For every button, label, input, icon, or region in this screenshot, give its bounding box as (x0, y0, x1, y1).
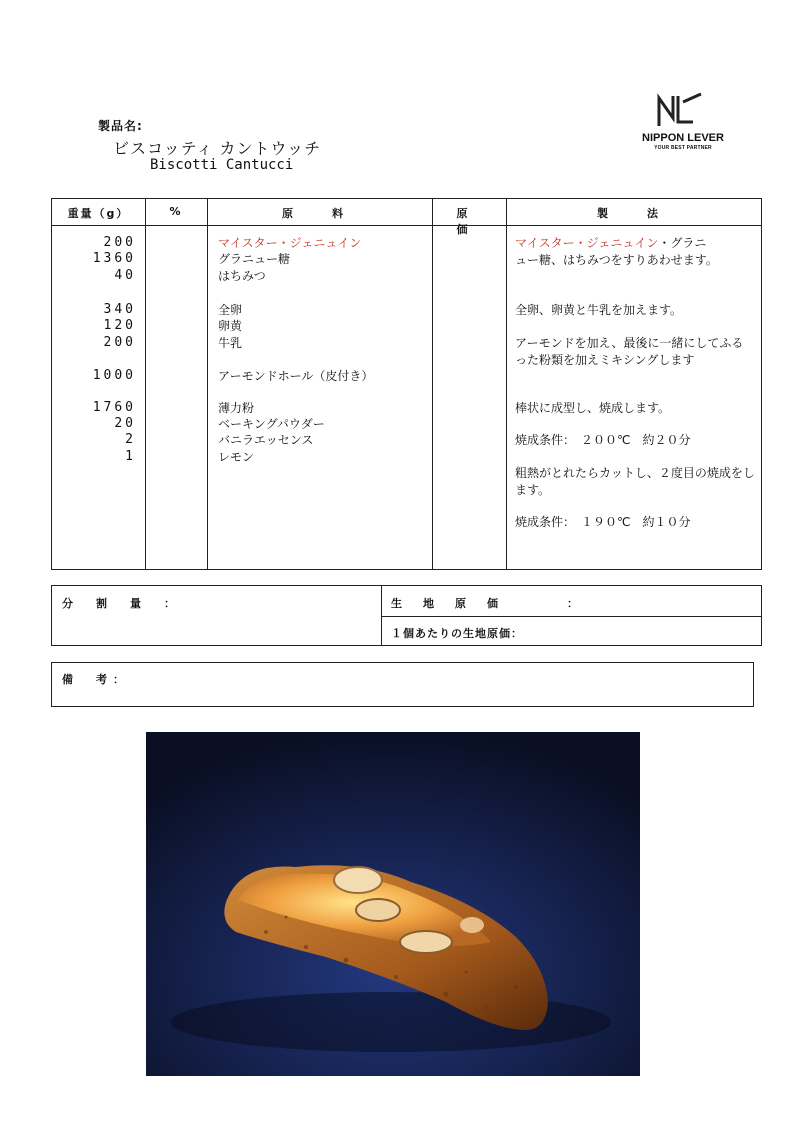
header-method: 製 法 (597, 207, 672, 220)
method-text: ・グラニ (658, 236, 707, 250)
weight-cell: 120 (103, 318, 136, 333)
unit-dough-cost-label: １個あたりの生地原価： (391, 627, 523, 640)
ingredient-cell: グラニュー糖 (218, 252, 291, 266)
ingredient-cell: 全卵 (218, 303, 243, 317)
weight-cell: 1760 (92, 400, 136, 415)
weight-cell: 200 (103, 235, 136, 250)
method-step-7: 焼成条件： １９０℃ 約１０分 (515, 515, 691, 529)
method-step-6: 粗熱がとれたらカットし、２度目の焼成をします。 (515, 466, 755, 497)
method-step-2: 全卵、卵黄と牛乳を加えます。 (515, 303, 683, 317)
notes-box (51, 662, 754, 707)
ingredient-cell: 薄力粉 (218, 401, 255, 415)
division-amount-label: 分 割 量 ： (62, 597, 181, 610)
weight-cell: 20 (114, 416, 136, 431)
weight-cell: 2 (125, 432, 136, 447)
ingredient-cell: マイスター・ジェニュイン (218, 236, 362, 250)
nl-mark-icon (653, 92, 713, 128)
method-step-4: 棒状に成型し、焼成します。 (515, 401, 671, 415)
method-step-5: 焼成条件： ２００℃ 約２０分 (515, 433, 691, 447)
ingredient-cell: レモン (218, 450, 255, 464)
nippon-lever-logo (628, 92, 738, 151)
header-percent: % (169, 205, 183, 218)
ingredient-cell: アーモンドホール（皮付き） (218, 369, 374, 383)
weight-cell: 40 (114, 268, 136, 283)
biscotti-cantucci-photo (146, 732, 640, 1076)
header-weight: 重量（g） (67, 207, 130, 220)
header-ingredients: 原 料 (282, 207, 357, 220)
notes-label: 備 考： (62, 673, 130, 686)
ingredient-cell: 卵黄 (218, 319, 243, 333)
weight-cell: 200 (103, 335, 136, 350)
method-step-3: アーモンドを加え、最後に一緒にしてふるった粉類を加えミキシングします (515, 336, 744, 367)
weight-cell: 1000 (92, 368, 136, 383)
product-name-en: Biscotti Cantucci (150, 157, 294, 173)
dough-cost-label: 生 地 原 価 ： (391, 597, 583, 610)
weight-cell: 1360 (92, 251, 136, 266)
header-cost: 原 価 (456, 207, 507, 236)
ingredient-cell: はちみつ (218, 269, 266, 283)
method-text: ュー糖、はちみつをすりあわせます。 (515, 252, 718, 267)
biscotti-icon (146, 732, 640, 1076)
weight-cell: 1 (125, 449, 136, 464)
ingredient-cell: 牛乳 (218, 336, 243, 350)
ingredient-cell: バニラエッセンス (218, 433, 314, 447)
summary-box (51, 585, 762, 646)
logo-tagline: YOUR BEST PARTNER (654, 145, 712, 151)
method-highlight: マイスター・ジェニュイン (515, 236, 659, 250)
weight-cell: 340 (103, 302, 136, 317)
logo-name: NIPPON LEVER (642, 132, 724, 144)
method-step-1 (515, 235, 755, 268)
product-name-jp: ビスコッティ カントウッチ (113, 139, 322, 158)
product-name-label: 製品名: (98, 119, 143, 133)
ingredient-cell: ベーキングパウダー (218, 417, 325, 431)
